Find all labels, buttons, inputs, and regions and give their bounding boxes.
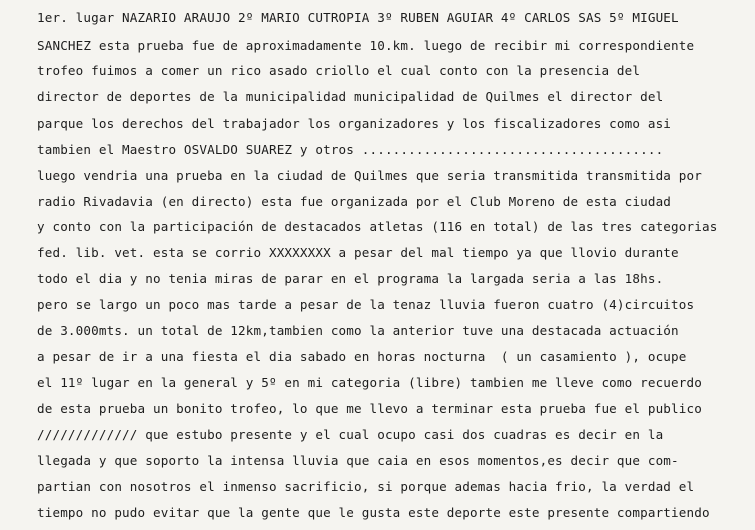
text-line: fed. lib. vet. esta se corrio XXXXXXXX a pesar del mal tiempo ya que llovio durante xyxy=(37,245,679,260)
text-line: parque los derechos del trabajador los organizadores y los fiscalizadores como asi xyxy=(37,116,672,131)
text-line: llegada y que soporto la intensa lluvia que caia en esos momentos,es decir que com- xyxy=(37,453,679,468)
text-line: partian con nosotros el inmenso sacrificio, si porque ademas hacia frio, la verdad el xyxy=(37,479,695,494)
text-line: de 3.000mts. un total de 12km,tambien como la anterior tuve una destacada actuación xyxy=(37,323,679,338)
text-line: director de deportes de la municipalidad municipalidad de Quilmes el director del xyxy=(37,89,664,104)
text-line: de esta prueba un bonito trofeo, lo que me llevo a terminar esta prueba fue el publico xyxy=(37,401,702,416)
text-line: ///////////// que estubo presente y el cual ocupo casi dos cuadras es decir en la xyxy=(37,427,664,442)
text-line: tiempo no pudo evitar que la gente que le gusta este deporte este presente compartiendo xyxy=(37,505,710,520)
text-line: todo el dia y no tenia miras de parar en el programa la largada seria a las 18hs. xyxy=(37,271,664,286)
text-line: 1er. lugar NAZARIO ARAUJO 2º MARIO CUTROPIA 3º RUBEN AGUIAR 4º CARLOS SAS 5º MIGUEL xyxy=(37,10,679,25)
text-line: luego vendria una prueba en la ciudad de Quilmes que seria transmitida transmitida por xyxy=(37,168,702,183)
text-line: radio Rivadavia (en directo) esta fue organizada por el Club Moreno de esta ciudad xyxy=(37,194,672,209)
text-line: trofeo fuimos a comer un rico asado criollo el cual conto con la presencia del xyxy=(37,63,641,78)
text-line: SANCHEZ esta prueba fue de aproximadamente 10.km. luego de recibir mi correspondiente xyxy=(37,38,695,53)
text-line: el 11º lugar en la general y 5º en mi categoria (libre) tambien me lleve como recuerdo xyxy=(37,375,702,390)
text-line: pero se largo un poco mas tarde a pesar de la tenaz lluvia fueron cuatro (4)circuitos xyxy=(37,297,695,312)
text-line: tambien el Maestro OSVALDO SUAREZ y otros ....................................... xyxy=(37,142,664,157)
text-line: a pesar de ir a una fiesta el dia sabado en horas nocturna ( un casamiento ), ocupe xyxy=(37,349,687,364)
text-line: y conto con la participación de destacados atletas (116 en total) de las tres categorias xyxy=(37,219,718,234)
